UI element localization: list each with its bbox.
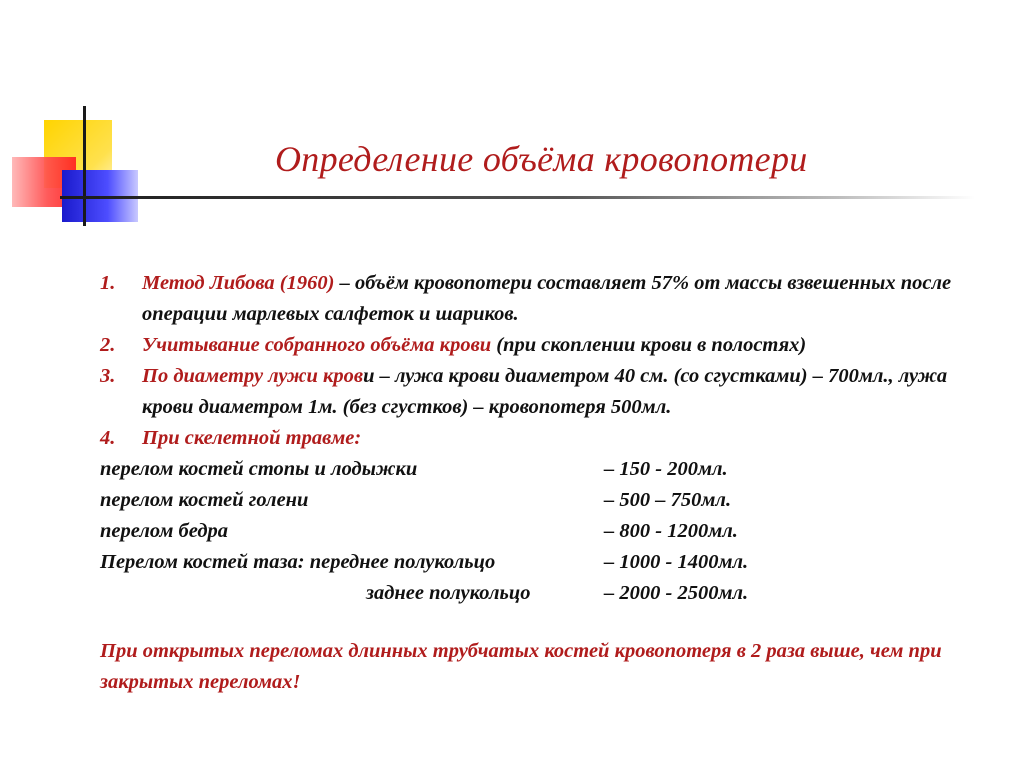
list-item-1	[100, 268, 960, 330]
fracture-row	[100, 547, 960, 578]
fracture-value: – 1000 - 1400мл.	[604, 551, 749, 573]
fracture-value: – 2000 - 2500мл.	[604, 582, 749, 604]
item-number: 3.	[100, 365, 116, 387]
item-rest: (при скоплении крови в полостях)	[491, 334, 807, 356]
item-number: 4.	[100, 427, 116, 449]
fracture-label: перелом бедра	[100, 520, 228, 542]
fracture-value: – 150 - 200мл.	[604, 458, 728, 480]
fracture-label: перелом костей стопы и лодыжки	[100, 458, 418, 480]
item-rest: – объём кровопотери составляет 57% от массы взвешенных после операции марлевых салфеток и шариков.	[142, 272, 952, 325]
fracture-row	[100, 516, 960, 547]
item-rest: и – лужа крови диаметром 40 см. (со сгустками) – 700мл., лужа крови диаметром 1м. (без сгустков) – кровопотеря 500мл.	[142, 365, 948, 418]
fracture-label: заднее полукольцо	[366, 582, 531, 604]
corner-decoration	[0, 0, 160, 240]
list-item-3	[100, 361, 960, 423]
fracture-value: – 800 - 1200мл.	[604, 520, 738, 542]
fracture-value: – 500 – 750мл.	[604, 489, 732, 511]
slide-content	[100, 268, 960, 698]
fracture-label: перелом костей голени	[100, 489, 309, 511]
item-lead: При скелетной травме:	[142, 427, 362, 449]
list-item-4	[100, 423, 960, 454]
fracture-row	[100, 485, 960, 516]
item-number: 2.	[100, 334, 116, 356]
vertical-rule	[83, 106, 86, 226]
item-lead: Учитывание собранного объёма крови	[142, 334, 492, 356]
fracture-row	[100, 578, 960, 609]
title-underline	[60, 196, 975, 199]
fracture-row	[100, 454, 960, 485]
fracture-label: Перелом костей таза: переднее полукольцо	[100, 551, 496, 573]
list-item-2	[100, 330, 960, 361]
slide-title: Определение объёма кровопотери	[275, 139, 808, 179]
item-number: 1.	[100, 272, 116, 294]
item-lead: Метод Либова (1960)	[142, 272, 335, 294]
item-lead: По диаметру лужи кров	[142, 365, 364, 387]
footnote: При открытых переломах длинных трубчатых костей кровопотеря в 2 раза выше, чем при закрытых переломах!	[100, 640, 942, 693]
